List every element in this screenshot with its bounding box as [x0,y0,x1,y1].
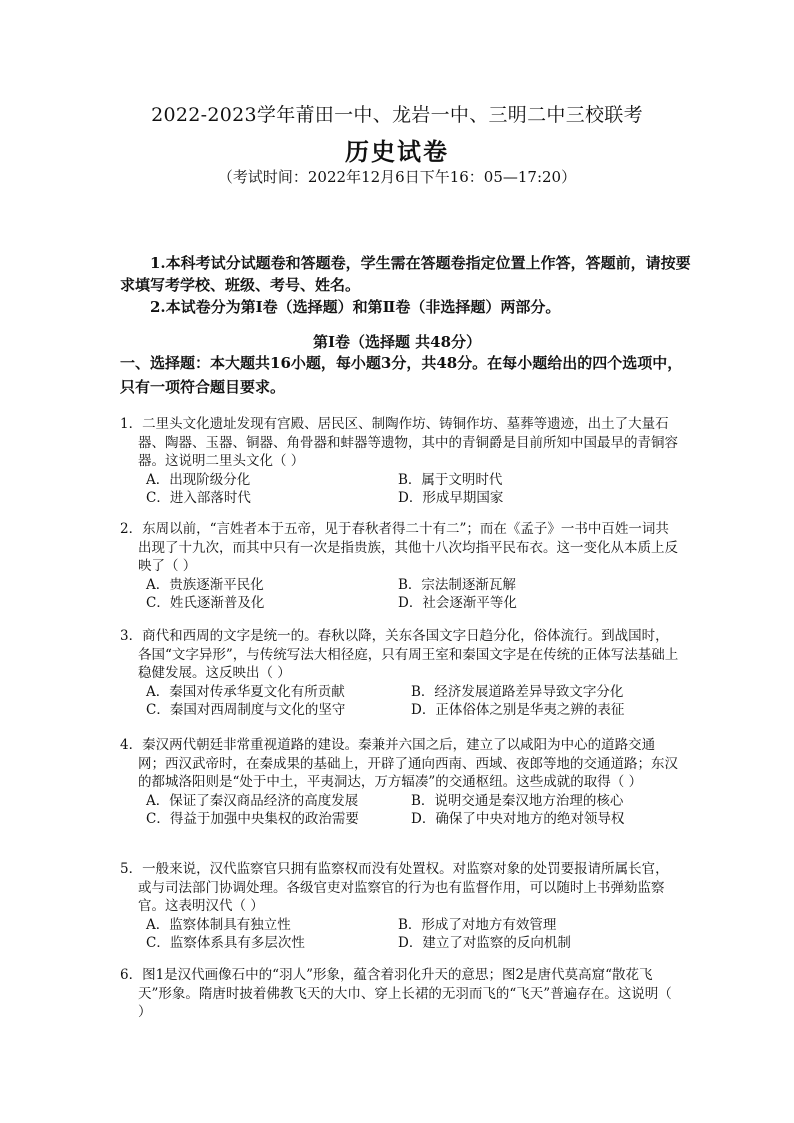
question-stem: 6．图1是汉代画像石中的“羽人”形象，蕴含着羽化升天的意思；图2是唐代莫高窟“散花飞天”形象。隋唐时披着佛教飞天的大巾、穿上长裙的无羽而飞的“飞天”普遍存在。这说明（ ） [120,967,672,1020]
option-d: D．社会逐渐平等化 [398,595,517,611]
question-2 [120,520,680,613]
option-d: D．建立了对监察的反向机制 [398,935,571,951]
option-b: B．属于文明时代 [398,471,503,488]
option-b: B．经济发展道路差异导致文字分化 [411,683,624,700]
option-a: A．贵族逐渐平民化 [146,576,264,593]
option-c: C．姓氏逐渐普及化 [146,595,265,611]
exam-title: 历史试卷 [345,137,449,166]
option-c: C．得益于加强中央集权的政治需要 [146,811,359,827]
option-c: C．秦国对西周制度与文化的坚守 [146,702,346,718]
option-b: B．宗法制逐渐瓦解 [398,576,516,593]
option-a: A．出现阶级分化 [146,471,251,488]
option-d: D．确保了中央对地方的绝对领导权 [411,811,625,827]
option-b: B．说明交通是秦汉地方治理的核心 [411,792,624,809]
question-stem: 1．二里头文化遗址发现有宫殿、居民区、制陶作坊、铸铜作坊、墓葬等遗迹，出土了大量石器、陶器、玉器、铜器、角骨器和蚌器等遗物，其中的青铜爵是目前所知中国最早的青铜容器。这说明二里头文化（ ） [120,416,678,469]
section-instruction: 一、选择题：本大题共16小题，每小题3分，共48分。在每小题给出的四个选项中，只有一项符合题目要求。 [120,354,683,396]
option-c: C．监察体系具有多层次性 [146,935,305,951]
question-stem: 2．东周以前，“言姓者本于五帝，见于春秋者得二十有二”；而在《孟子》一书中百姓一词共出现了十九次，而其中只有一次是指贵族，其他十八次均指平民布衣。这一变化从本质上反映了（ ） [120,521,678,574]
question-stem: 3．商代和西周的文字是统一的。春秋以降，关东各国文字日趋分化，俗体流行。到战国时，各国“文字异形”，与传统写法大相径庭，只有周王室和秦国文字是在传统的正体写法基础上稳健发展。这反映出（ ） [120,628,679,681]
option-c: C．进入部落时代 [146,490,251,506]
note-2: 2.本试卷分为第Ⅰ卷（选择题）和第Ⅱ卷（非选择题）两部分。 [150,298,561,316]
question-5 [120,860,680,953]
exam-header-line1: 2022-2023学年莆田一中、龙岩一中、三明二中三校联考 [151,104,643,126]
option-d: D．正体俗体之别是华夷之辨的表征 [411,702,625,718]
question-6 [120,966,680,1022]
option-a: A．保证了秦汉商品经济的高度发展 [146,792,359,809]
question-1 [120,415,680,508]
question-3 [120,627,680,720]
option-b: B．形成了对地方有效管理 [398,916,557,933]
option-a: A．秦国对传承华夏文化有所贡献 [146,683,345,700]
exam-time: （考试时间：2022年12月6日下午16：05—17:20） [217,168,577,186]
question-stem: 5．一般来说，汉代监察官只拥有监察权而没有处置权。对监察对象的处罚要报请所属长官，或与司法部门协调处理。各级官吏对监察官的行为也有监督作用，可以随时上书弹劾监察官。这表明汉代（ ） [120,861,669,914]
section-title: 第Ⅰ卷（选择题 共48分） [312,333,482,351]
exam-notes [120,252,700,318]
note-1: 1.本科考试分试题卷和答题卷，学生需在答题卷指定位置上作答，答题前，请按要求填写考学校、班级、考号、姓名。 [120,254,691,294]
question-4 [120,736,680,829]
question-stem: 4．秦汉两代朝廷非常重视道路的建设。秦兼并六国之后，建立了以咸阳为中心的道路交通网；西汉武帝时，在秦成果的基础上，开辟了通向西南、西域、夜郎等地的交通道路；东汉的都城洛阳则是“处于中土，平夷洞达，万方辐凑”的交通枢纽。这些成就的取得（ ） [120,737,678,790]
option-d: D．形成早期国家 [398,490,504,506]
option-a: A．监察体制具有独立性 [146,916,291,933]
